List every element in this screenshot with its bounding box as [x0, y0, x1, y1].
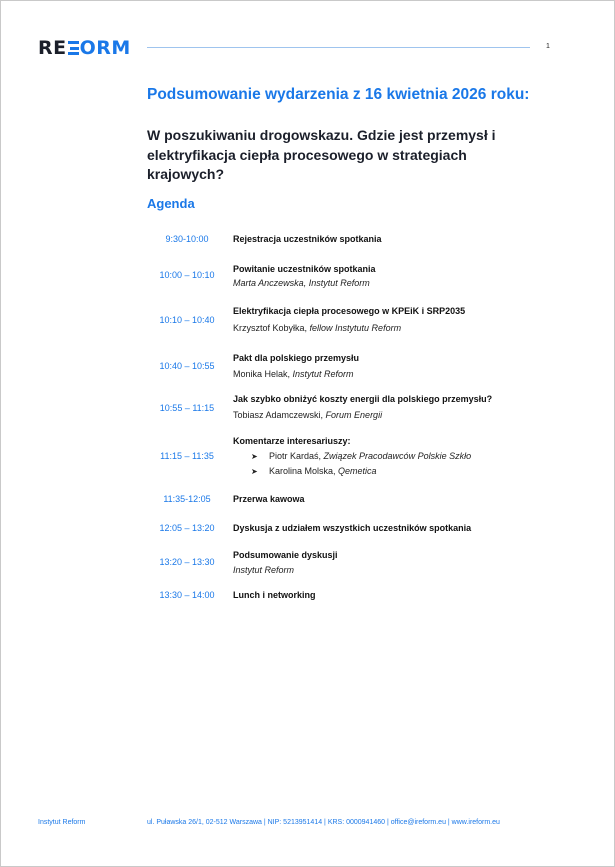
agenda-title: Lunch i networking — [233, 590, 316, 600]
footer-org: Instytut Reform — [38, 819, 86, 826]
page-number: 1 — [546, 43, 550, 50]
speaker-name: Tobiasz Adamczewski, — [233, 410, 326, 420]
agenda-time: 10:10 – 10:40 — [159, 315, 215, 325]
footer-contact: ul. Puławska 26/1, 02-512 Warszawa | NIP: 5213951414 | KRS: 0000941460 | office@ireform.eu | www.ireform.eu — [147, 819, 500, 826]
logo-text-re: RE — [38, 37, 67, 59]
stakeholder-name: Karolina Molska, — [269, 466, 339, 476]
agenda-title: Elektryfikacja ciepła procesowego w KPEiK i SRP2035 — [233, 306, 466, 316]
agenda-speaker: Instytut Reform — [233, 565, 295, 575]
agenda-title: Pakt dla polskiego przemysłu — [233, 353, 360, 363]
speaker-affiliation: fellow Instytutu Reform — [309, 323, 402, 333]
stakeholder-bullet — [251, 451, 471, 461]
agenda-time: 10:00 – 10:10 — [159, 270, 215, 280]
agenda-time: 12:05 – 13:20 — [159, 523, 215, 533]
arrow-bullet-icon: ➤ — [251, 467, 258, 476]
agenda-time: 11:35-12:05 — [163, 494, 211, 504]
agenda-time: 10:40 – 10:55 — [159, 361, 215, 371]
agenda-title: Podsumowanie dyskusji — [233, 550, 338, 560]
agenda-time: 13:30 – 14:00 — [159, 590, 215, 600]
stakeholder-name: Piotr Kardaś, — [269, 451, 324, 461]
agenda-speaker: Marta Anczewska, Instytut Reform — [233, 278, 370, 288]
stakeholder-affiliation: Qemetica — [338, 466, 377, 476]
agenda-title: Jak szybko obniżyć koszty energii dla polskiego przemysłu? — [233, 394, 493, 404]
event-summary-title: Podsumowanie wydarzenia z 16 kwietnia 2026 roku: — [147, 86, 530, 103]
agenda-speaker — [233, 369, 354, 379]
speaker-affiliation: Instytut Reform — [292, 369, 354, 379]
agenda-title: Rejestracja uczestników spotkania — [233, 234, 382, 244]
agenda-heading: Agenda — [147, 196, 195, 211]
speaker-affiliation: Forum Energii — [325, 410, 383, 420]
header-divider — [147, 47, 530, 48]
stakeholder-bullet — [251, 466, 377, 476]
agenda-title: Przerwa kawowa — [233, 494, 305, 504]
agenda-speaker — [233, 323, 401, 333]
agenda-time: 11:15 – 11:35 — [160, 451, 214, 461]
speaker-name: Monika Helak, — [233, 369, 293, 379]
agenda-time: 13:20 – 13:30 — [159, 557, 215, 567]
stakeholder-affiliation: Związek Pracodawców Polskie Szkło — [323, 451, 472, 461]
agenda-speaker — [233, 410, 382, 420]
arrow-bullet-icon: ➤ — [251, 452, 258, 461]
event-subtitle: W poszukiwaniu drogowskazu. Gdzie jest przemysł i elektryfikacja ciepła procesowego w strategiach krajowych? — [147, 127, 496, 182]
agenda-title: Powitanie uczestników spotkania — [233, 264, 376, 274]
agenda-time: 9:30-10:00 — [165, 234, 209, 244]
logo-f-icon — [68, 41, 79, 55]
agenda-title: Komentarze interesariuszy: — [233, 436, 351, 446]
reform-logo — [38, 38, 131, 58]
speaker-name: Krzysztof Kobyłka, — [233, 323, 310, 333]
agenda-time: 10:55 – 11:15 — [159, 403, 215, 413]
logo-text-orm: ORM — [79, 37, 131, 59]
agenda-title: Dyskusja z udziałem wszystkich uczestników spotkania — [233, 523, 472, 533]
